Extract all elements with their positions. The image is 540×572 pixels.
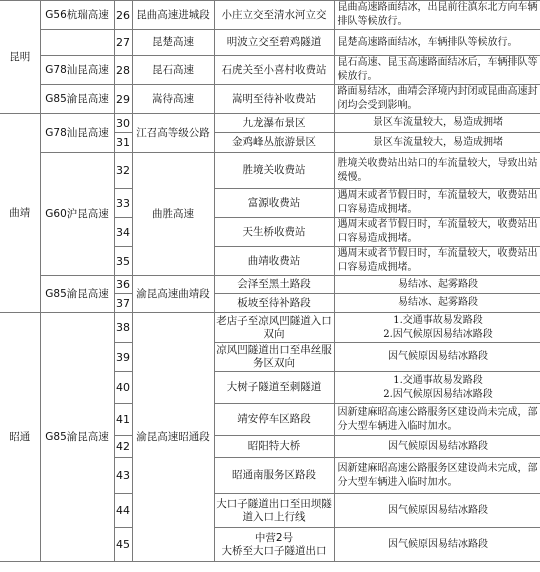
note-cell: 路面易结冰，曲靖会泽境内封闭或昆曲高速封闭均会受到影响。: [334, 85, 540, 114]
location-cell: 昭通南服务区路段: [214, 458, 334, 494]
location-cell: 凉风凹隧道出口至串丝服务区双向: [214, 343, 334, 372]
highway-cell: [40, 30, 114, 56]
row-number: 35: [114, 247, 132, 276]
city-cell: 曲靖: [0, 114, 40, 313]
row-number: 32: [114, 153, 132, 189]
row-number: 33: [114, 189, 132, 218]
table-row: [0, 30, 540, 56]
location-cell: 胜境关收费站: [214, 153, 334, 189]
row-number: 41: [114, 404, 132, 436]
highway-cell: G85渝昆高速: [40, 276, 114, 313]
note-cell: 遇周末或者节假日时，车流量较大，收费站出口容易造成拥堵。: [334, 247, 540, 276]
row-number: 44: [114, 494, 132, 528]
table-row: [0, 313, 540, 343]
row-number: 31: [114, 133, 132, 153]
note-cell: 昆石高速、昆玉高速路面结冰后，车辆排队等候放行。: [334, 56, 540, 85]
row-number: 34: [114, 218, 132, 247]
row-number: 26: [114, 1, 132, 30]
highway-cell: G85渝昆高速: [40, 85, 114, 114]
note-cell: 因新建麻昭高速公路服务区建设尚未完成，部分大型车辆进入临时加水。: [334, 458, 540, 494]
location-cell: 靖安停车区路段: [214, 404, 334, 436]
row-number: 43: [114, 458, 132, 494]
section-cell: 昆楚高速: [132, 30, 214, 56]
location-cell: 富源收费站: [214, 189, 334, 218]
row-number: 40: [114, 372, 132, 404]
row-number: 27: [114, 30, 132, 56]
row-number: 42: [114, 436, 132, 458]
note-line: 1.交通事故易发路段: [393, 374, 483, 386]
location-cell: 会泽至黑土路段: [214, 276, 334, 294]
note-cell: 因气候原因易结冰路段: [334, 343, 540, 372]
location-cell: 九龙瀑布景区: [214, 114, 334, 133]
section-cell: 昆曲高速进城段: [132, 1, 214, 30]
highway-cell: G60沪昆高速: [40, 153, 114, 276]
section-cell: 嵩待高速: [132, 85, 214, 114]
note-line: 2.因气候原因易结冰路段: [383, 388, 493, 400]
section-cell: 昆石高速: [132, 56, 214, 85]
city-cell: 昭通: [0, 313, 40, 562]
location-cell: 明波立交至碧鸡隧道: [214, 30, 334, 56]
note-line: 1.交通事故易发路段: [393, 314, 483, 326]
location-cell: 板坡至待补路段: [214, 294, 334, 313]
location-cell: 昭阳特大桥: [214, 436, 334, 458]
row-number: 37: [114, 294, 132, 313]
row-number: 38: [114, 313, 132, 343]
city-cell: 昆明: [0, 1, 40, 114]
row-number: 29: [114, 85, 132, 114]
table-row: [0, 276, 540, 294]
row-number: 28: [114, 56, 132, 85]
row-number: 39: [114, 343, 132, 372]
highway-cell: G85渝昆高速: [40, 313, 114, 562]
note-cell: 因气候原因易结冰路段: [334, 436, 540, 458]
location-cell: 大口子隧道出口至田坝隧道入口上行线: [214, 494, 334, 528]
note-cell: [334, 313, 540, 343]
highway-cell: G78汕昆高速: [40, 56, 114, 85]
note-line: 2.因气候原因易结冰路段: [383, 328, 493, 340]
location-cell: 天生桥收费站: [214, 218, 334, 247]
note-cell: 因气候原因易结冰路段: [334, 494, 540, 528]
note-cell: 遇周末或者节假日时，车流量较大，收费站出口容易造成拥堵。: [334, 218, 540, 247]
location-cell: 嵩明至待补收费站: [214, 85, 334, 114]
table-row: [0, 114, 540, 133]
highway-cell: G56杭瑞高速: [40, 1, 114, 30]
section-cell: 渝昆高速曲靖段: [132, 276, 214, 313]
section-cell: 曲胜高速: [132, 153, 214, 276]
table-row: [0, 85, 540, 114]
note-cell: 因气候原因易结冰路段: [334, 528, 540, 562]
location-line: 大桥至大口子隧道出口: [221, 544, 327, 557]
section-cell: 渝昆高速昭通段: [132, 313, 214, 562]
location-cell: 金鸡峰丛旅游景区: [214, 133, 334, 153]
location-cell: 大树子隧道至刺隧道: [214, 372, 334, 404]
table-row: [0, 153, 540, 189]
location-cell: [214, 528, 334, 562]
location-cell: 曲靖收费站: [214, 247, 334, 276]
section-cell: 江召高等级公路: [132, 114, 214, 153]
location-line: 中营2号: [254, 531, 294, 544]
highway-cell: G78汕昆高速: [40, 114, 114, 153]
row-number: 45: [114, 528, 132, 562]
note-cell: [334, 372, 540, 404]
note-cell: 胜境关收费站出站口的车流量较大，导致出站缓慢。: [334, 153, 540, 189]
note-cell: 昆楚高速路面结冰，车辆排队等候放行。: [334, 30, 540, 56]
note-cell: 景区车流量较大，易造成拥堵: [334, 133, 540, 153]
note-cell: 昆曲高速路面结冰，出昆前往滇东北方向车辆排队等候放行。: [334, 1, 540, 30]
table-row: [0, 56, 540, 85]
note-cell: 遇周末或者节假日时，车流量较大，收费站出口容易造成拥堵。: [334, 189, 540, 218]
location-cell: 石虎关至小喜村收费站: [214, 56, 334, 85]
table-row: [0, 1, 540, 30]
note-cell: 易结冰、起雾路段: [334, 276, 540, 294]
note-cell: 因新建麻昭高速公路服务区建设尚未完成，部分大型车辆进入临时加水。: [334, 404, 540, 436]
location-cell: 老店子至凉风凹隧道入口双向: [214, 313, 334, 343]
row-number: 36: [114, 276, 132, 294]
note-cell: 易结冰、起雾路段: [334, 294, 540, 313]
row-number: 30: [114, 114, 132, 133]
note-cell: 景区车流量较大，易造成拥堵: [334, 114, 540, 133]
location-cell: 小庄立交至清水河立交: [214, 1, 334, 30]
